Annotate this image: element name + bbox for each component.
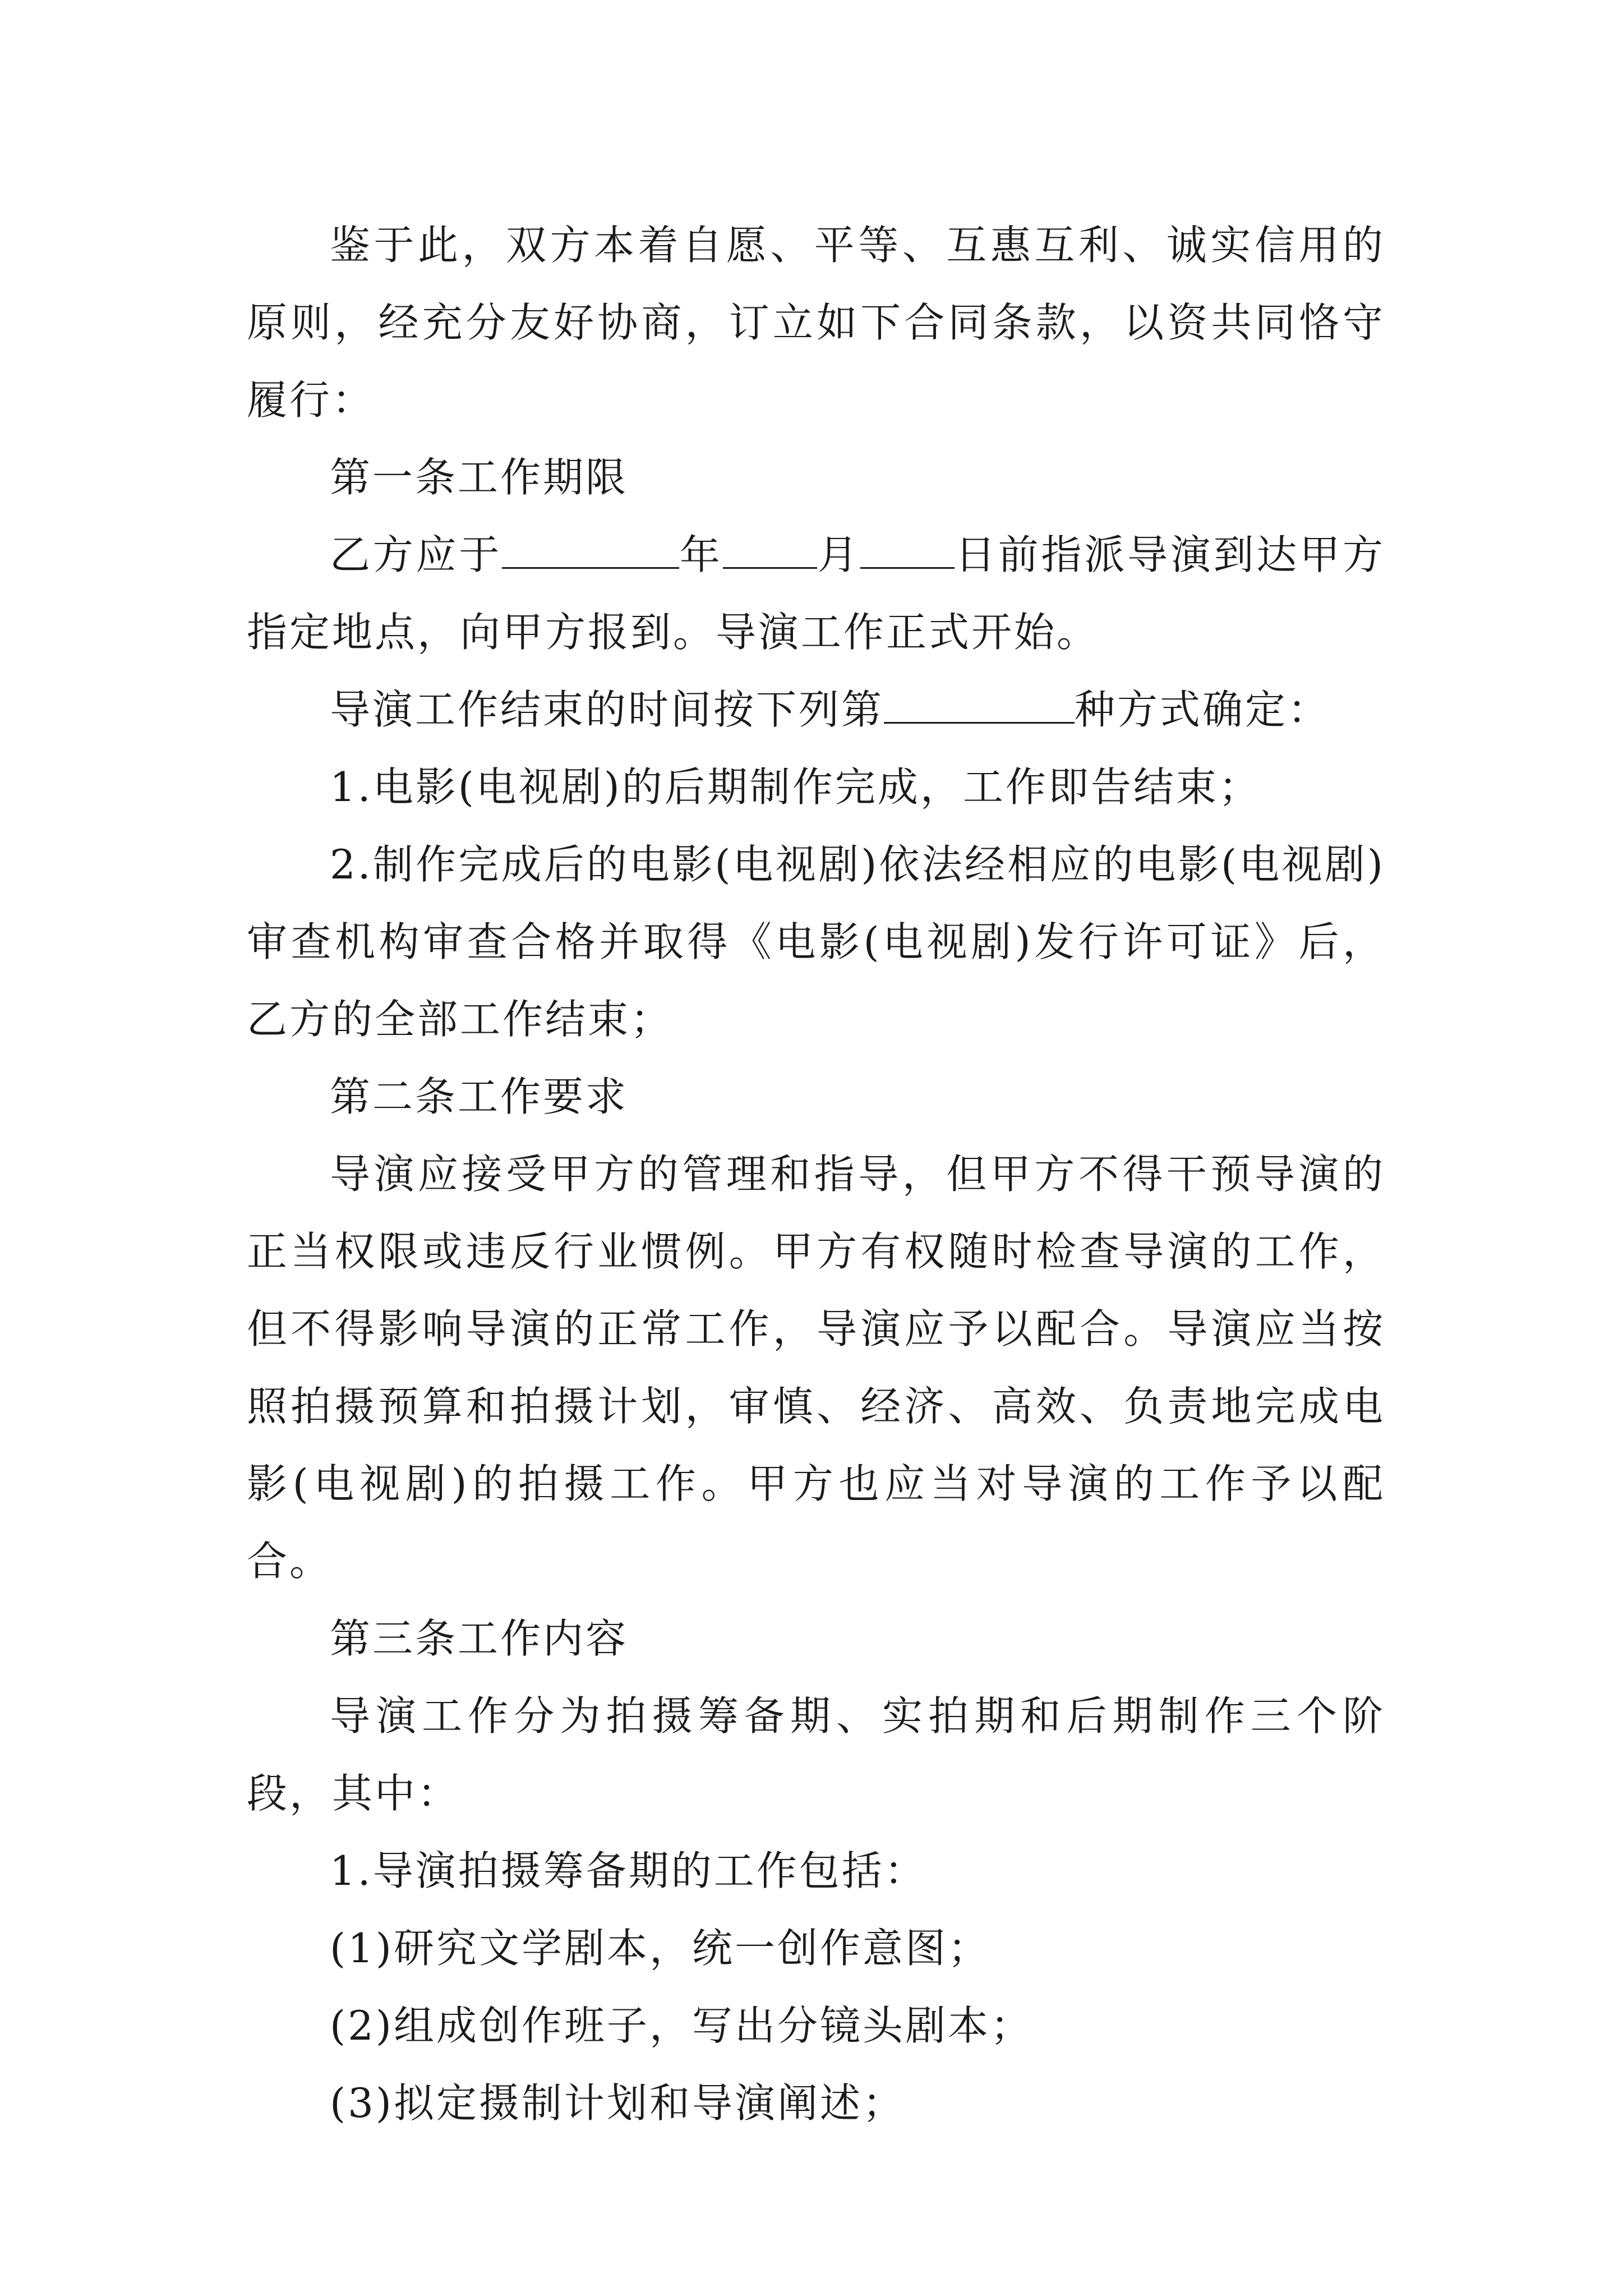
preparation-subitem-1: (1)研究文学剧本，统一创作意图； (330, 1925, 990, 1972)
start-date-text-2: 年 (679, 531, 723, 578)
start-date-text-4: 日前指派导演到达甲方指定地点，向甲方报到。导演工作正式开始。 (247, 531, 1385, 656)
start-date-paragraph (247, 516, 1385, 671)
article-3-heading: 第三条工作内容 (330, 1615, 629, 1662)
work-stages-paragraph: 导演工作分为拍摄筹备期、实拍期和后期制作三个阶段，其中： (247, 1692, 1385, 1817)
start-date-text-1: 乙方应于 (330, 531, 502, 578)
month-blank (723, 531, 817, 569)
day-blank (860, 531, 955, 569)
method-blank (884, 686, 1075, 724)
work-requirements-paragraph: 导演应接受甲方的管理和指导，但甲方不得干预导演的正当权限或违反行业惯例。甲方有权随时检查导演的工作，但不得影响导演的正常工作，导演应予以配合。导演应当按照拍摄预算和拍摄计划，审慎、经济、高效、负责地完成电影(电视剧)的拍摄工作。甲方也应当对导演的工作予以配合。 (247, 1151, 1385, 1585)
end-method-text-1: 导演工作结束的时间按下列第 (330, 686, 884, 733)
end-method-text-2: 种方式确定： (1075, 686, 1331, 733)
document-body (247, 206, 1385, 2142)
article-2-heading: 第二条工作要求 (330, 1073, 629, 1120)
end-method-paragraph (247, 671, 1385, 748)
year-blank (502, 531, 679, 569)
article-1-heading: 第一条工作期限 (330, 454, 629, 501)
start-date-text-3: 月 (817, 531, 861, 578)
preamble-paragraph: 鉴于此，双方本着自愿、平等、互惠互利、诚实信用的原则，经充分友好协商，订立如下合同条款，以资共同恪守履行： (247, 222, 1385, 424)
preparation-stage-item: 1.导演拍摄筹备期的工作包括： (330, 1847, 927, 1894)
preparation-subitem-2: (2)组成创作班子，写出分镜头剧本； (330, 2002, 1033, 2049)
end-method-option-2: 2.制作完成后的电影(电视剧)依法经相应的电影(电视剧)审查机构审查合格并取得《电影(电视剧)发行许可证》后，乙方的全部工作结束； (247, 841, 1385, 1043)
preparation-subitem-3: (3)拟定摄制计划和导演阐述； (330, 2079, 905, 2127)
end-method-option-1: 1.电影(电视剧)的后期制作完成，工作即告结束； (330, 763, 1261, 811)
